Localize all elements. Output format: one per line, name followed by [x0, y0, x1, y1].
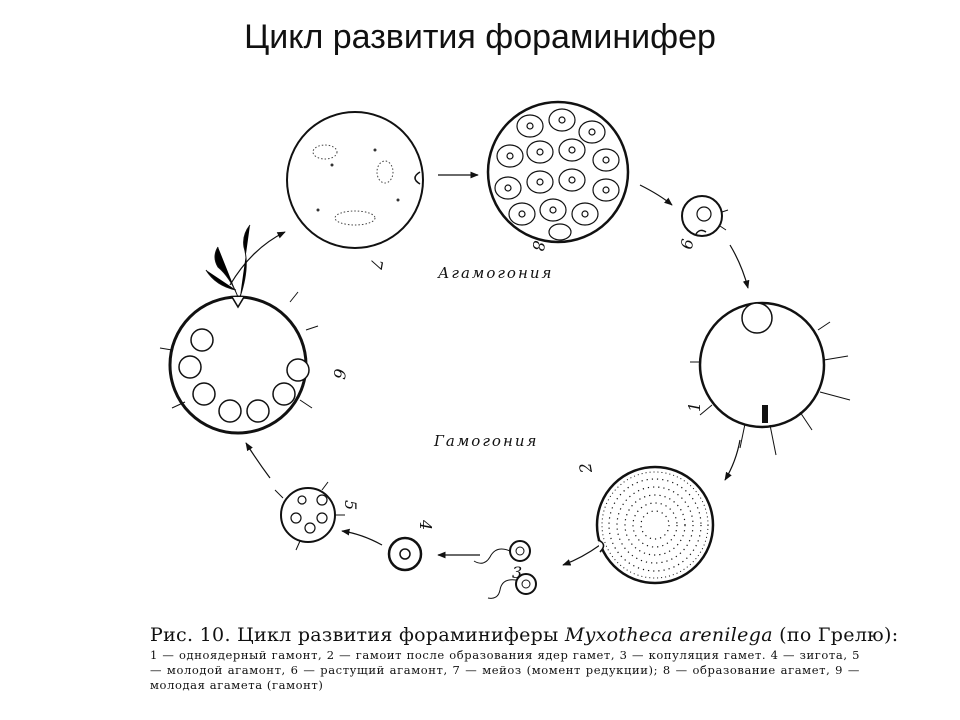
stage-7-cell: [287, 112, 423, 248]
stage-label-4: 4: [416, 520, 435, 531]
stage-4-zygote: [389, 538, 421, 570]
arrow-1-to-2: [725, 440, 740, 480]
stage-label-2: 2: [575, 461, 596, 475]
stage-6-cell: [160, 225, 318, 433]
stage-label-3: 3: [512, 563, 523, 582]
caption-body: 1 — одноядерный гамонт, 2 — гамоит после образования ядер гамет, 3 — копуляция гамет. 4 — зигота, 5 — молодой агамонт, 6 — растущий агамонт, 7 — мейоз (момент редукции); 8 — образование агамет, 9 — молодая агамета (гамонт): [150, 648, 860, 692]
arrow-5-to-6: [246, 443, 270, 478]
stage-label-1: 1: [685, 401, 704, 412]
stage-label-7: 7: [366, 257, 387, 271]
stage-1-cell: [690, 303, 850, 455]
arrow-2-to-3: [563, 545, 600, 565]
caption-prefix: Рис. 10. Цикл развития фораминиферы: [150, 624, 559, 646]
stage-label-5: 5: [341, 500, 360, 511]
stage-label-6: 6: [329, 367, 350, 381]
stage-3-gametes: [474, 541, 536, 598]
caption-title: [150, 624, 899, 646]
caption-species: Myxotheca arenilega: [564, 624, 773, 646]
arrow-8-to-9: [640, 185, 672, 205]
stage-label-9: 9: [676, 237, 697, 251]
figure-caption: [150, 624, 899, 693]
arrow-9-to-1: [730, 245, 748, 288]
slide-title: Цикл развития фораминифер: [244, 18, 716, 56]
stage-2-cell: [597, 467, 713, 583]
stage-label-8: 8: [528, 239, 549, 253]
stage-9-cell: [682, 196, 728, 236]
stage-5-cell: [275, 482, 345, 550]
arrow-4-to-5: [342, 531, 382, 545]
caption-suffix: (по Грелю):: [779, 624, 899, 646]
stage-8-cell: [488, 102, 628, 242]
arrow-6-to-7: [230, 232, 285, 285]
label-agamogony: Агамогония: [438, 264, 554, 282]
label-gamogony: Гамогония: [434, 432, 539, 450]
